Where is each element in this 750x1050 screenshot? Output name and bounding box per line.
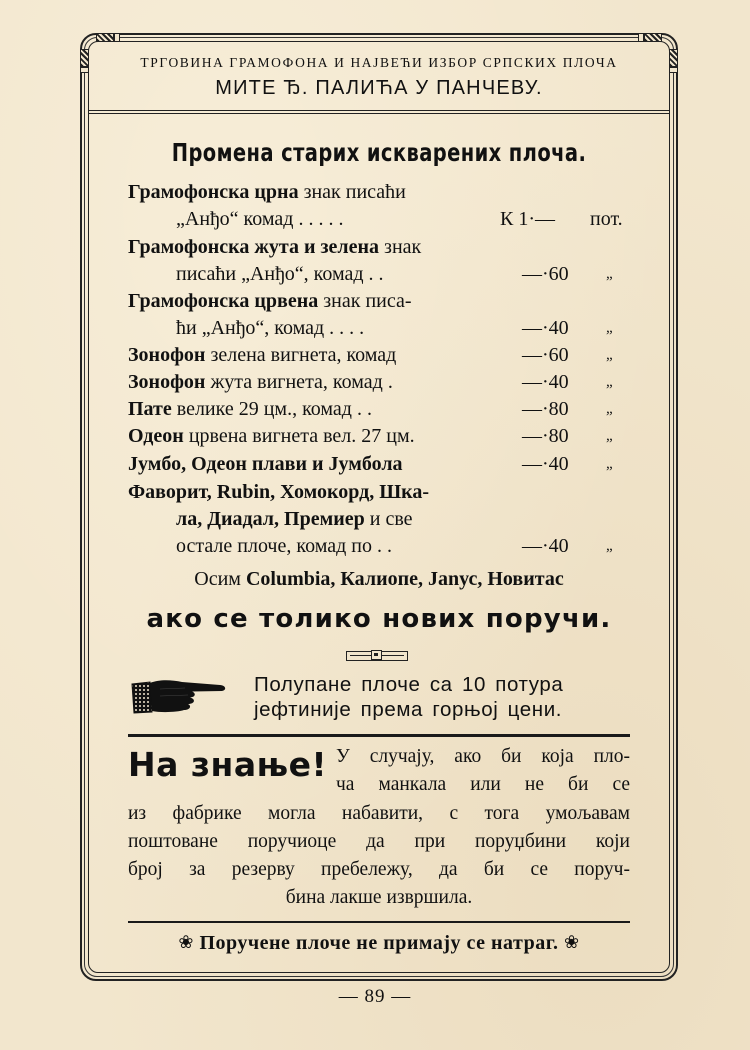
price-value: —·40 bbox=[522, 317, 569, 339]
price-row: Пате велике 29 цм., комад . . —·80 „ bbox=[128, 396, 638, 423]
price-row: писаћи „Анђо“, комад . . —·60 „ bbox=[128, 261, 638, 288]
price-value: —·80 bbox=[522, 425, 569, 447]
price-row: Фаворит, Rubin, Хомокорд, Шка- bbox=[128, 481, 430, 503]
price-unit: „ bbox=[606, 538, 613, 554]
clover-icon: ❀ bbox=[564, 932, 580, 952]
frame-corner-ornament bbox=[96, 33, 114, 42]
frame-corner-ornament bbox=[638, 33, 644, 42]
price-value: —·80 bbox=[522, 398, 569, 420]
price-value: —·60 bbox=[522, 344, 569, 366]
price-row: Грамофонска црна знак писаћи bbox=[128, 181, 406, 203]
price-unit: „ bbox=[606, 456, 613, 472]
price-unit: „ bbox=[606, 347, 613, 363]
price-row: Зонофон жута вигнета, комад . —·40 „ bbox=[128, 369, 638, 396]
header-shop-name: МИТЕ Ђ. ПАЛИЋА У ПАНЧЕВУ. bbox=[215, 77, 543, 99]
notice-text-line: поштоване поручиоце да при поруџбини који bbox=[128, 831, 630, 852]
price-unit: „ bbox=[606, 401, 613, 417]
price-value: —·40 bbox=[522, 535, 569, 557]
price-value: К 1·— bbox=[500, 208, 555, 230]
frame-corner-ornament bbox=[644, 33, 662, 42]
exception-note: Осим Columbia, Калиопе, Janус, Новитас bbox=[194, 568, 564, 590]
page-title: Промена старих исквaрених плоча. bbox=[171, 138, 587, 167]
price-value: —·40 bbox=[522, 371, 569, 393]
header-subtitle: ТРГОВИНА ГРАМОФОНА И НАЈВЕЋИ ИЗБОР СРПСКИХ ПЛОЧА bbox=[140, 55, 618, 70]
price-value: —·60 bbox=[522, 263, 569, 285]
price-row: Одеон црвена вигнета вел. 27 цм. —·80 „ bbox=[128, 423, 638, 450]
frame-corner-ornament bbox=[669, 67, 678, 73]
price-unit: „ bbox=[606, 320, 613, 336]
notice-text-line: из фабрике могла набавити, с тога умољавам bbox=[128, 803, 630, 824]
price-row: ла, Диадал, Премиер и све bbox=[176, 508, 413, 530]
notice-text-line: У случају, ако би која пло- bbox=[336, 746, 630, 767]
price-row: Зонофон зелена вигнета, комад —·60 „ bbox=[128, 342, 638, 369]
page-number: — 89 — bbox=[338, 986, 412, 1007]
frame-corner-ornament bbox=[669, 49, 678, 67]
notice-heading: На знање! bbox=[128, 745, 328, 784]
price-unit: „ bbox=[606, 374, 613, 390]
section-divider bbox=[128, 734, 630, 737]
clover-icon: ❀ bbox=[178, 932, 194, 952]
frame-corner-ornament bbox=[114, 33, 120, 42]
notice-text-line: ча манкала или не би се bbox=[336, 774, 630, 795]
price-row: „Анђо“ комад . . . . . К 1·— пот. bbox=[128, 206, 638, 233]
price-unit: „ bbox=[606, 266, 613, 282]
ornament-divider bbox=[346, 651, 408, 661]
price-unit: пот. bbox=[590, 208, 623, 230]
price-unit: „ bbox=[606, 428, 613, 444]
price-row: остале плоче, комад по . . —·40 „ bbox=[128, 533, 638, 560]
price-row: Јумбо, Одеон плави и Јумбола —·40 „ bbox=[128, 451, 638, 478]
price-row: ћи „Анђо“, комад . . . . —·40 „ bbox=[128, 315, 638, 342]
footer-note: ❀ Поручене плоче не примају се натраг. ❀ bbox=[178, 932, 580, 954]
broken-records-note: Полупане плоче са 10 потура јефтиније према горњој цени. bbox=[254, 673, 564, 721]
notice-text-line: број за резерву пребележу, да би се поруч- bbox=[128, 859, 630, 880]
footer-divider bbox=[128, 921, 630, 923]
price-value: —·40 bbox=[522, 453, 569, 475]
notice-text-line: бина лакше извршила. bbox=[285, 887, 473, 908]
pointing-hand-icon bbox=[130, 676, 230, 716]
price-row: Грамофонска жута и зелена знак bbox=[128, 236, 422, 258]
header-divider bbox=[88, 110, 670, 114]
condition-line: ако се толико нових поручи. bbox=[146, 604, 612, 634]
price-row: Грамофонска црвена знак писа- bbox=[128, 290, 412, 312]
